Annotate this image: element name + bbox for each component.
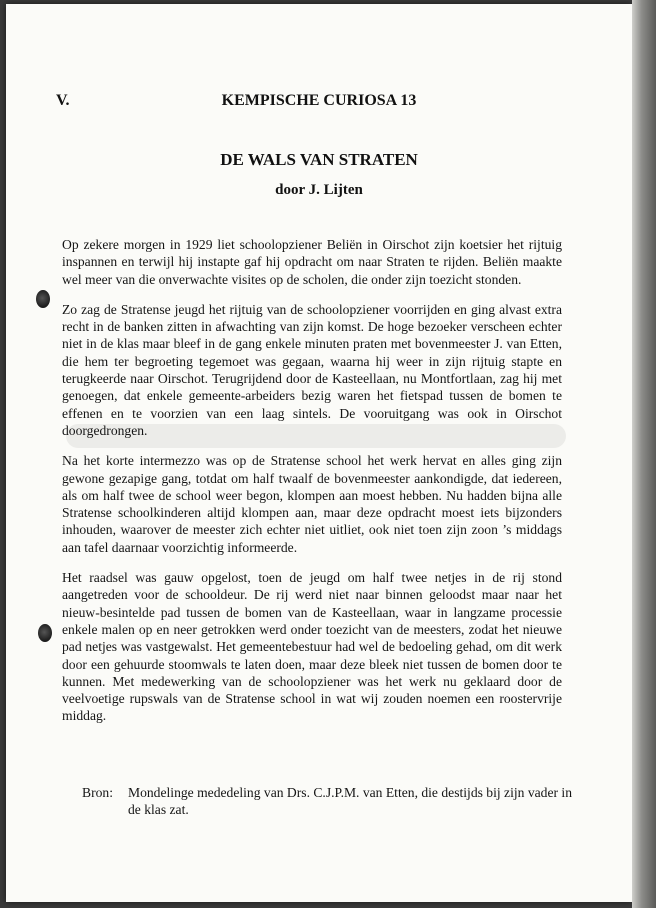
- article-author: door J. Lijten: [275, 182, 363, 198]
- article-body: [62, 236, 562, 738]
- volume-number: V.: [56, 92, 70, 109]
- series-title: KEMPISCHE CURIOSA 13: [221, 92, 417, 109]
- source-note: [82, 784, 572, 819]
- source-label: Bron:: [82, 785, 113, 800]
- punch-hole: [38, 624, 52, 642]
- page-edge-shadow: [632, 0, 656, 908]
- article-title: DE WALS VAN STRATEN: [220, 150, 418, 169]
- paragraph: Het raadsel was gauw opgelost, toen de jeugd om half twee netjes in de rij stond aangetreden voor de schooldeur. De rij werd niet naar binnen geloodst maar naar het nieuw-besintelde pad tussen de bomen van de Kasteellaan, waar in langzame processie enkele malen op en neer getrokken werd onder toezicht van de meesters, zodat het nieuwe pad netjes was vastgewalst. Het gemeentebestuur had wel de bedoeling gehad, om dit werk door een gehuurde stoomwals te laten doen, maar deze bleek niet tussen de bomen door te kunnen. Met medewerking van de schoolopziener was het werk nu geklaard door de veelvoetige rupswals van de Stratense school in wat wij zouden noemen een roostervrije middag.: [62, 570, 562, 724]
- paragraph: Op zekere morgen in 1929 liet schoolopziener Beliën in Oirschot zijn koetsier het rijtuig inspannen en terwijl hij instapte gaf hij opdracht om naar Straten te rijden. Beliën maakte wel meer van die onverwachte visites op de scholen, die onder zijn toezicht stonden.: [62, 237, 562, 287]
- paragraph: Na het korte intermezzo was op de Stratense school het werk hervat en alles ging zijn gewone gezapige gang, totdat om half twaalf de bovenmeester aankondigde, dat iedereen, als om half twee de school weer begon, klompen aan moest hebben. Nu hadden bijna alle Stratense schoolkinderen altijd klompen aan, maar deze opdracht moest iets bijzonders inhouden, waarover de meester zich echter niet uitliet, ook niet toen zijn zoon ’s middags aan tafel daarnaar voorzichtig informeerde.: [62, 453, 562, 555]
- punch-hole: [36, 290, 50, 308]
- paragraph: Zo zag de Stratense jeugd het rijtuig van de schoolopziener voorrijden en ging alvast extra recht in de banken zitten in afwachting van zijn komst. De hoge bezoeker verscheen echter niet in de klas maar bleef in de gang enkele minuten praten met bovenmeester J. van Etten, die hem ter begroeting tegemoet was gegaan, waarna hij weer in zijn rijtuig stapte en terugkeerde naar Oirschot. Terugrijdend door de Kasteellaan, nu Montfortlaan, zag hij met genoegen, dat enkele gemeente-arbeiders bezig waren het fietspad tussen de bomen te effenen en te voorzien van een laag sintels. De vooruitgang was ook in Oirschot doorgedrongen.: [62, 301, 562, 438]
- document-page: [6, 4, 632, 902]
- source-text: Mondelinge mededeling van Drs. C.J.P.M. van Etten, die destijds bij zijn vader in de klas zat.: [128, 785, 572, 818]
